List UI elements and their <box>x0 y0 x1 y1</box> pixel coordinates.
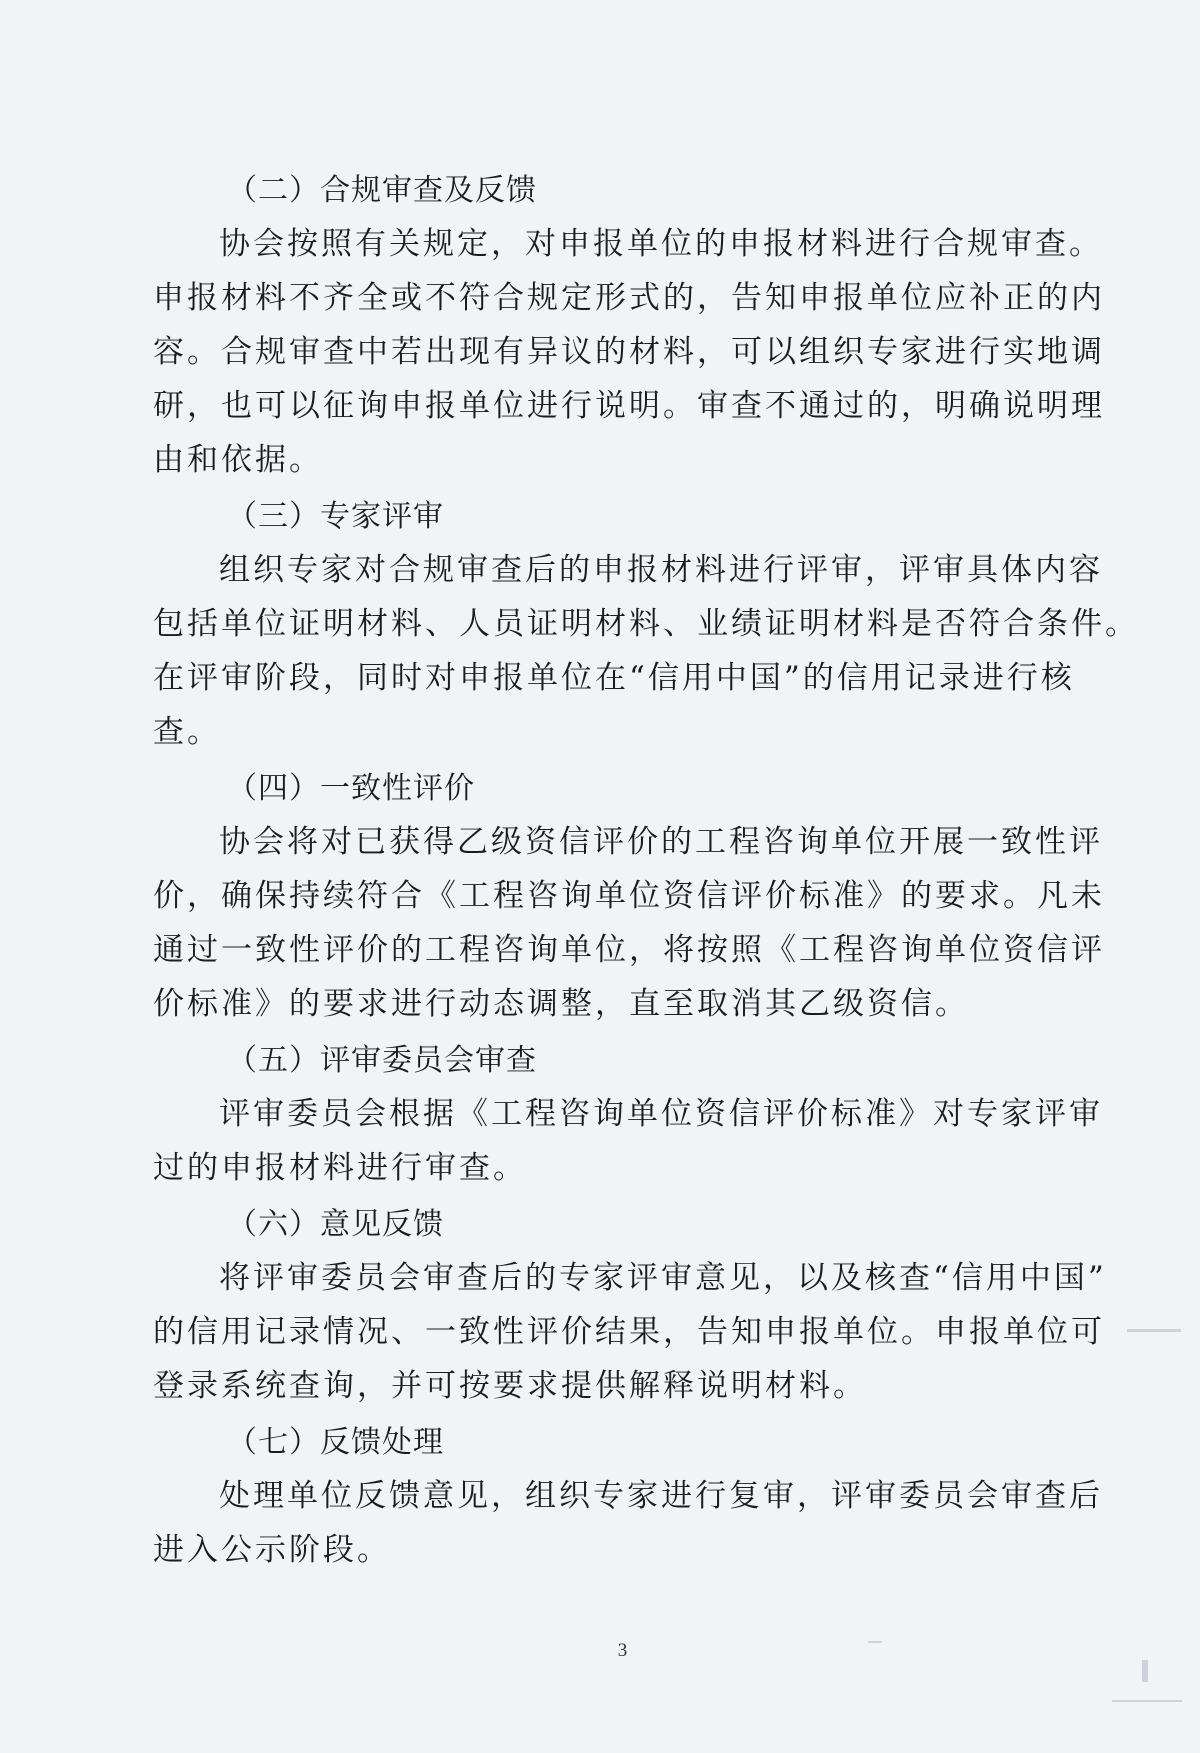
paragraph <box>153 1251 1107 1413</box>
paragraph-line: 申报材料不齐全或不符合规定形式的，告知申报单位应补正的内 <box>153 280 1105 316</box>
paragraph-line: 包括单位证明材料、人员证明材料、业绩证明材料是否符合条件。 <box>153 606 1139 642</box>
section-heading: （七）反馈处理 <box>227 1425 444 1460</box>
paragraph-line: 将评审委员会审查后的专家评审意见，以及核查“信用中国” <box>219 1260 1107 1296</box>
paragraph <box>153 815 1105 1031</box>
section-compliance-review <box>153 165 1105 487</box>
paragraph-line: 由和依据。 <box>153 442 323 478</box>
paragraph-line: 评审委员会根据《工程咨询单位资信评价标准》对专家评审 <box>219 1096 1103 1132</box>
paragraph-line: 协会按照有关规定，对申报单位的申报材料进行合规审查。 <box>219 226 1103 262</box>
section-heading: （六）意见反馈 <box>227 1207 444 1242</box>
paragraph-line: 通过一致性评价的工程咨询单位，将按照《工程咨询单位资信评 <box>153 932 1105 968</box>
paragraph-line: 查。 <box>153 714 221 750</box>
section-heading: （五）评审委员会审查 <box>227 1043 537 1078</box>
paragraph <box>153 1087 1103 1195</box>
scan-speck <box>1127 1329 1181 1332</box>
section-feedback-handling <box>153 1417 1103 1577</box>
section-heading: （三）专家评审 <box>227 499 444 534</box>
paragraph-line: 容。合规审查中若出现有异议的材料，可以组织专家进行实地调 <box>153 334 1105 370</box>
document-body <box>153 165 1139 1581</box>
paragraph <box>153 543 1139 759</box>
paragraph <box>153 1469 1103 1577</box>
section-heading: （四）一致性评价 <box>227 771 475 806</box>
paragraph-line: 处理单位反馈意见，组织专家进行复审，评审委员会审查后 <box>219 1478 1103 1514</box>
paragraph-line: 协会将对已获得乙级资信评价的工程咨询单位开展一致性评 <box>219 824 1103 860</box>
paragraph-line: 在评审阶段，同时对申报单位在“信用中国”的信用记录进行核 <box>153 660 1075 696</box>
scan-speck <box>1142 1660 1148 1682</box>
section-consistency-evaluation <box>153 763 1105 1031</box>
section-expert-review <box>153 491 1139 759</box>
paragraph-line: 研，也可以征询申报单位进行说明。审查不通过的，明确说明理 <box>153 388 1105 424</box>
page-number: 3 <box>617 1640 628 1661</box>
section-heading: （二）合规审查及反馈 <box>227 173 537 208</box>
paragraph-line: 价标准》的要求进行动态调整，直至取消其乙级资信。 <box>153 986 969 1022</box>
paragraph-line: 组织专家对合规审查后的申报材料进行评审，评审具体内容 <box>219 552 1103 588</box>
section-committee-review <box>153 1035 1103 1195</box>
paragraph-line: 的信用记录情况、一致性评价结果，告知申报单位。申报单位可 <box>153 1314 1105 1350</box>
paragraph-line: 过的申报材料进行审查。 <box>153 1150 527 1186</box>
paragraph-line: 价，确保持续符合《工程咨询单位资信评价标准》的要求。凡未 <box>153 878 1105 914</box>
scan-speck <box>1112 1700 1182 1702</box>
paragraph-line: 进入公示阶段。 <box>153 1532 391 1568</box>
scan-speck <box>868 1641 882 1643</box>
paragraph-line: 登录系统查询，并可按要求提供解释说明材料。 <box>153 1368 867 1404</box>
section-opinion-feedback <box>153 1199 1107 1413</box>
paragraph <box>153 217 1105 487</box>
